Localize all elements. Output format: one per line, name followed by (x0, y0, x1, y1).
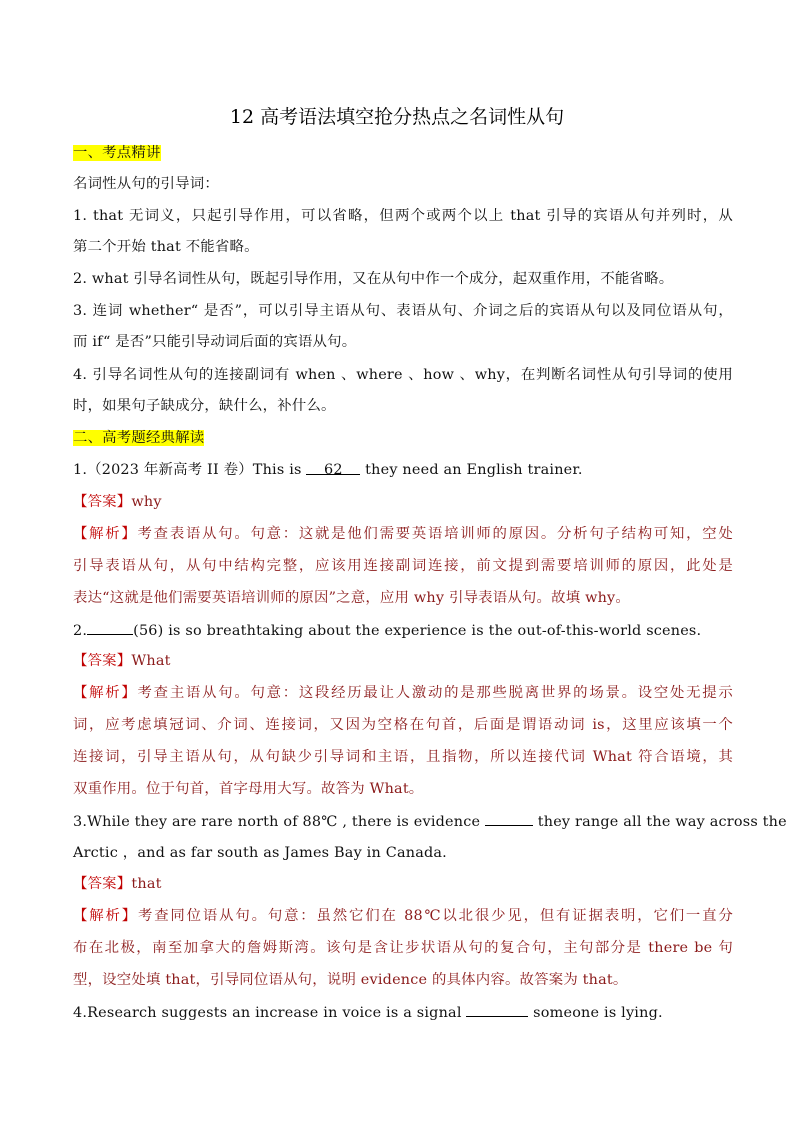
section1-heading-line (73, 142, 733, 164)
question-1-stem (73, 459, 733, 481)
point2: 2. what 引导名词性从句，既起引导作用，又在从句中作一个成分，起双重作用，不能省略。 (73, 271, 674, 287)
answer-value: What (131, 653, 171, 669)
section-heading: 一、考点精讲 (73, 145, 161, 161)
answer-tag: 【答案】 (73, 494, 132, 510)
question-1-analysis-line3: 表达“这就是他们需要英语培训师的原因”之意，应用 why 引导表语从句。故填 why。 (73, 590, 630, 606)
answer-blank: 62 (306, 459, 360, 475)
section-heading: 二、高考题经典解读 (73, 430, 205, 446)
question-4-stem (73, 1001, 733, 1024)
point1-line2: 第二个开始 that 不能省略。 (73, 239, 259, 255)
analysis-text: 考查表语从句。句意：这就是他们需要英语培训师的原因。分析句子结构可知，空处 (137, 526, 733, 542)
analysis-tag: 【解析】 (73, 685, 138, 701)
answer-tag: 【答案】 (73, 653, 132, 669)
question-text: 1.（2023 年新高考 II 卷）This is (73, 462, 307, 478)
answer-blank (87, 619, 133, 635)
section1-intro: 名词性从句的引导词： (73, 176, 219, 192)
section2-heading-line (73, 427, 733, 449)
point1-line1: 1. that 无词义，只起引导作用，可以省略，但两个或两个以上 that 引导的宾语从句并列时，从 (73, 208, 733, 224)
question-3-stem-line1 (73, 810, 787, 833)
question-1-analysis-line1 (73, 523, 733, 545)
question-3-analysis-line3: 型，设空处填 that，引导同位语从句，说明 evidence 的具体内容。故答案为 that。 (73, 972, 628, 988)
answer-blank (466, 1001, 528, 1017)
question-text: 2. (73, 623, 88, 639)
point3-line1: 3. 连词 whether“ 是否”，可以引导主语从句、表语从句、介词之后的宾语从句以及同位语从句， (73, 303, 733, 319)
question-3-analysis-line1 (73, 905, 733, 927)
question-3-analysis-line2: 布在北极，南至加拿大的詹姆斯湾。该句是含让步状语从句的复合句，主句部分是 there be 句 (73, 940, 733, 956)
question-text: 3.While they are rare north of 88℃ , there is evidence (73, 814, 485, 830)
answer-tag: 【答案】 (73, 876, 132, 892)
question-2-analysis-line1 (73, 682, 733, 704)
analysis-tag: 【解析】 (73, 526, 138, 542)
analysis-tag: 【解析】 (73, 908, 138, 924)
answer-blank (485, 810, 533, 826)
point4-line1: 4. 引导名词性从句的连接副词有 when 、where 、how 、why，在判断名词性从句引导词的使用 (73, 367, 733, 383)
question-2-analysis-line2: 词，应考虑填冠词、介词、连接词，又因为空格在句首，后面是谓语动词 is，这里应该填一个 (73, 717, 733, 733)
question-3-answer (73, 873, 733, 895)
analysis-text: 考查主语从句。句意：这段经历最让人激动的是那些脱离世界的场景。设空处无提示 (137, 685, 733, 701)
question-2-answer (73, 650, 733, 672)
answer-value: that (131, 876, 162, 892)
question-1-analysis-line2: 引导表语从句，从句中结构完整，应该用连接副词连接，前文提到需要培训师的原因，此处是 (73, 558, 733, 574)
question-2-stem (73, 619, 733, 642)
question-3-stem-line2: Arctic ，and as far south as James Bay in Canada. (73, 845, 447, 861)
question-2-analysis-line4: 双重作用。位于句首，首字母用大写。故答为 What。 (73, 781, 424, 797)
point3-line2: 而 if“ 是否”只能引导动词后面的宾语从句。 (73, 334, 357, 350)
question-2-analysis-line3: 连接词，引导主语从句，从句缺少引导词和主语，且指物，所以连接代词 What 符合语境，其 (73, 749, 733, 765)
question-text: (56) is so breathtaking about the experience is the out-of-this-world scenes. (133, 623, 702, 639)
question-text: 4.Research suggests an increase in voice is a signal (73, 1005, 467, 1021)
analysis-text: 考查同位语从句。句意：虽然它们在 88℃以北很少见，但有证据表明，它们一直分 (137, 908, 733, 924)
answer-value: why (131, 494, 162, 510)
question-text: someone is lying. (528, 1005, 663, 1021)
question-text: they need an English trainer. (360, 462, 583, 478)
question-text: they range all the way across the (532, 814, 787, 830)
question-1-answer (73, 491, 733, 513)
document-title: 12 高考语法填空抢分热点之名词性从句 (229, 106, 565, 128)
point4-line2: 时，如果句子缺成分，缺什么，补什么。 (73, 398, 336, 414)
